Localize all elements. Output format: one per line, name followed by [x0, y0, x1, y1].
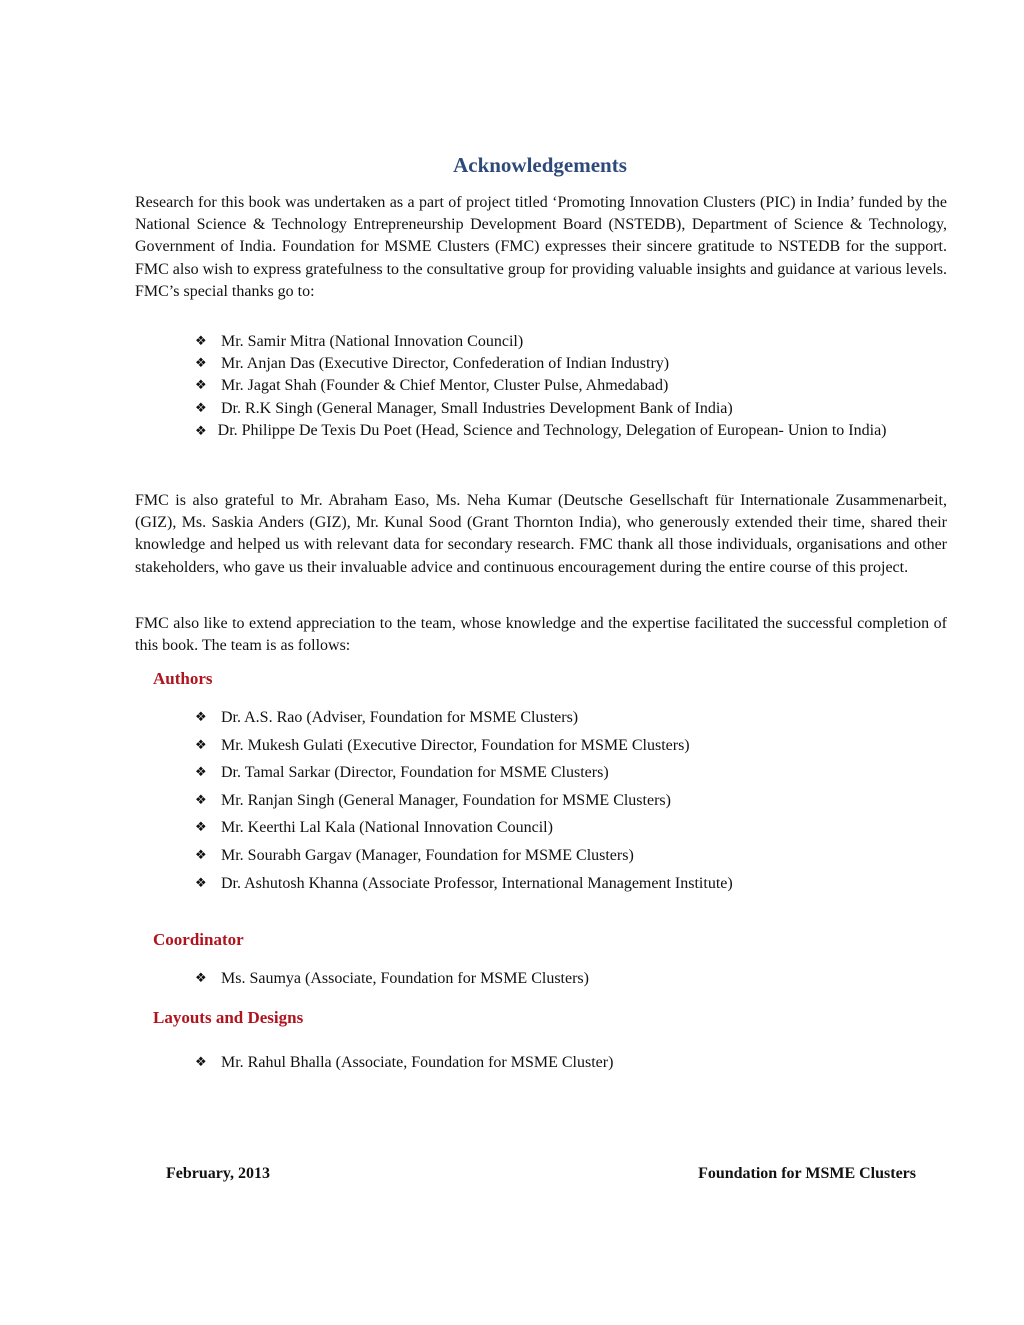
coordinator-heading: Coordinator [153, 930, 244, 949]
list-item: ❖ Dr. A.S. Rao (Adviser, Foundation for MSME Clusters) [195, 704, 947, 732]
page-title: Acknowledgements [453, 153, 627, 177]
coordinator-list [195, 965, 947, 993]
bullet-icon: ❖ [195, 792, 207, 808]
authors-heading: Authors [153, 669, 213, 688]
list-item: ❖ Dr. Tamal Sarkar (Director, Foundation for MSME Clusters) [195, 759, 947, 787]
list-item: ❖ Mr. Mukesh Gulati (Executive Director, Foundation for MSME Clusters) [195, 732, 947, 760]
bullet-icon: ❖ [195, 334, 207, 349]
team-intro-paragraph: FMC also like to extend appreciation to the team, whose knowledge and the expertise facilitated the successful completion of this book. The team is as follows: [135, 615, 947, 655]
list-item: ❖ Dr. R.K Singh (General Manager, Small Industries Development Bank of India) [195, 398, 947, 420]
bullet-icon: ❖ [195, 765, 207, 781]
list-item: ❖ Dr. Philippe De Texis Du Poet (Head, Science and Technology, Delegation of European- Union to India) [195, 421, 887, 439]
bullet-icon: ❖ [195, 737, 207, 753]
bullet-icon: ❖ [195, 847, 207, 863]
footer-date: February, 2013 [166, 1165, 270, 1182]
bullet-icon: ❖ [195, 710, 207, 725]
bullet-icon: ❖ [195, 1055, 207, 1070]
intro-paragraph: Research for this book was undertaken as a part of project titled ‘Promoting Innovation Clusters (PIC) in India’ funded by the National Science & Technology Entrepreneurship Development Board (NSTEDB), Department of Science & Technology, Government of India. Foundation for MSME Clusters (FMC) expresses their sincere gratitude to NSTEDB for the support. FMC also wish to express gratefulness to the consultative group for providing valuable insights and guidance at various levels. FMC’s special thanks go to: [135, 194, 947, 300]
bullet-icon: ❖ [195, 875, 207, 891]
grateful-paragraph: FMC is also grateful to Mr. Abraham Easo, Ms. Neha Kumar (Deutsche Gesellschaft für Internationale Zusammenarbeit, (GIZ), Ms. Saskia Anders (GIZ), Mr. Kunal Sood (Grant Thornton India), who generously extended their time, shared their knowledge and helped us with relevant data for secondary research. FMC thank all those individuals, organisations and other stakeholders, who gave us their invaluable advice and continuous encouragement during the entire course of this project. [135, 492, 947, 576]
list-item: ❖ Ms. Saumya (Associate, Foundation for MSME Clusters) [195, 965, 947, 993]
list-item: ❖ Mr. Anjan Das (Executive Director, Confederation of Indian Industry) [195, 353, 947, 375]
list-item: ❖ Dr. Ashutosh Khanna (Associate Professor, International Management Institute) [195, 870, 947, 898]
footer-organization: Foundation for MSME Clusters [698, 1165, 916, 1182]
thanks-list [195, 331, 947, 443]
bullet-icon: ❖ [195, 356, 207, 372]
list-item: ❖ Mr. Rahul Bhalla (Associate, Foundation for MSME Cluster) [195, 1049, 947, 1077]
list-item: ❖ Mr. Keerthi Lal Kala (National Innovation Council) [195, 814, 947, 842]
bullet-icon: ❖ [195, 820, 207, 836]
bullet-icon: ❖ [195, 423, 207, 439]
layouts-heading: Layouts and Designs [153, 1008, 304, 1027]
bullet-icon: ❖ [195, 378, 207, 394]
bullet-icon: ❖ [195, 400, 207, 416]
authors-list [195, 704, 947, 897]
list-item: ❖ Mr. Jagat Shah (Founder & Chief Mentor, Cluster Pulse, Ahmedabad) [195, 375, 947, 397]
list-item: ❖ Mr. Sourabh Gargav (Manager, Foundation for MSME Clusters) [195, 842, 947, 870]
layouts-list [195, 1049, 947, 1077]
list-item: ❖ Mr. Ranjan Singh (General Manager, Foundation for MSME Clusters) [195, 787, 947, 815]
list-item: ❖ Mr. Samir Mitra (National Innovation Council) [195, 331, 947, 353]
bullet-icon: ❖ [195, 971, 207, 986]
